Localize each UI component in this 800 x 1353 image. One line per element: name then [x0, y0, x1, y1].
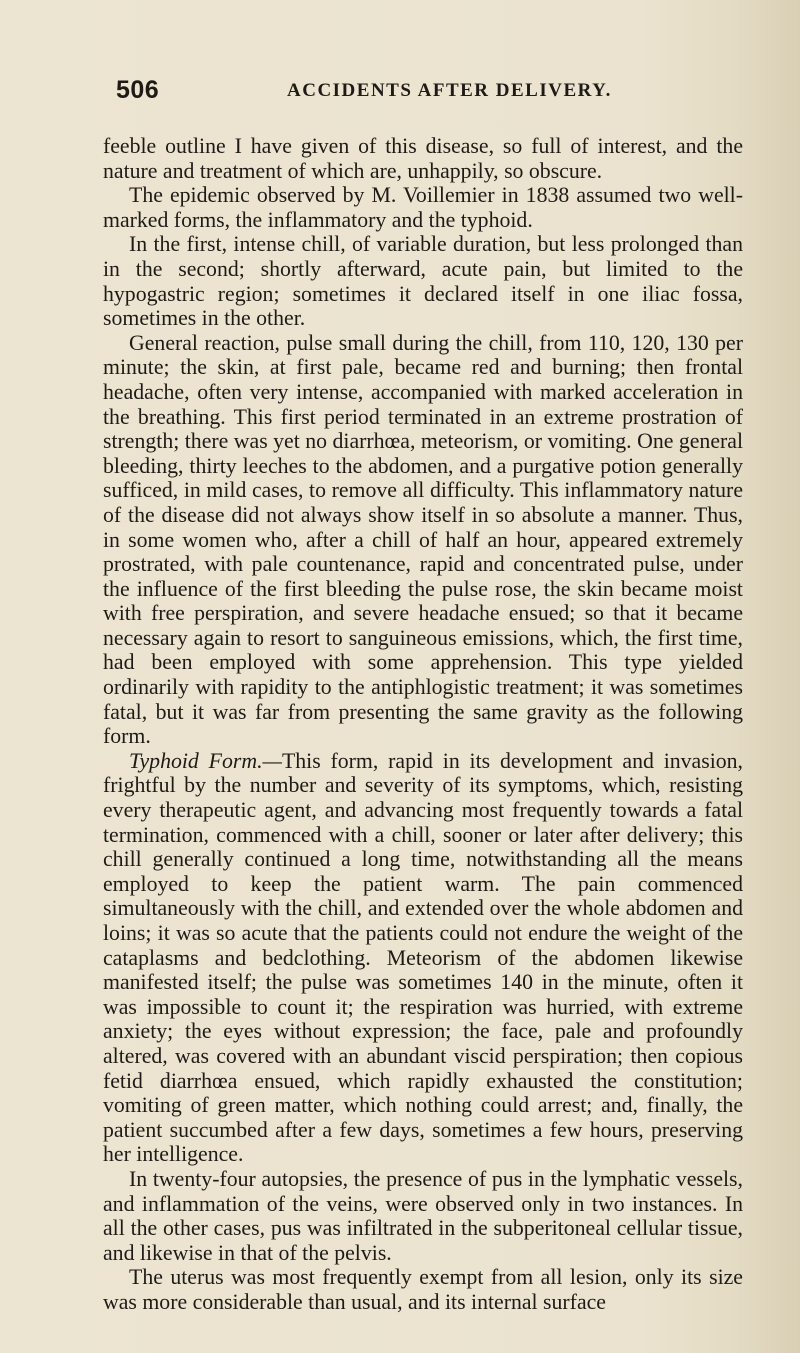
paragraph-uterus: The uterus was most frequently exempt from all lesion, only its size was more considerable than usual, and its internal surface — [103, 1265, 743, 1314]
body-text — [103, 134, 743, 1315]
paragraph-continuation: feeble outline I have given of this disease, so full of interest, and the nature and treatment of which are, unhappily, so obscure. — [103, 134, 743, 183]
typhoid-form-text: This form, rapid in its development and invasion, frightful by the number and severity of its symptoms, which, resisting every therapeutic agent, and advancing most frequently towards a fatal termination, commenced with a chill, sooner or later after delivery; this chill generally continued a long time, notwithstanding all the means employed to keep the patient warm. The pain commenced simultaneously with the chill, and extended over the whole abdomen and loins; it was so acute that the patients could not endure the weight of the cataplasms and bedclothing. Meteorism of the abdomen likewise manifested itself; the pulse was sometimes 140 in the minute, often it was impossible to count it; the respiration was hurried, with extreme anxiety; the eyes without expression; the face, pale and profoundly altered, was covered with an abundant viscid perspiration; then copious fetid diarrhœa ensued, which rapidly exhausted the constitution; vomiting of green matter, which nothing could arrest; and, finally, the patient succumbed after a few days, sometimes a few hours, preserving her intelligence. — [103, 748, 744, 1167]
page-number: 506 — [116, 76, 160, 104]
paragraph-typhoid-form — [103, 749, 743, 1167]
typhoid-form-heading: Typhoid Form.— — [129, 748, 282, 773]
paragraph-epidemic-forms: The epidemic observed by M. Voillemier in 1838 assumed two well-marked forms, the inflammatory and the typhoid. — [103, 183, 743, 232]
running-title: ACCIDENTS AFTER DELIVERY. — [287, 80, 612, 101]
running-head — [103, 76, 743, 116]
book-page — [103, 76, 743, 1315]
paragraph-first-form: In the first, intense chill, of variable duration, but less prolonged than in the second; shortly afterward, acute pain, but limited to the hypogastric region; sometimes it declared itself in one iliac fossa, sometimes in the other. — [103, 232, 743, 331]
paragraph-general-reaction: General reaction, pulse small during the chill, from 110, 120, 130 per minute; the skin, at first pale, became red and burning; then frontal headache, often very intense, accompanied with marked acceleration in the breathing. This first period terminated in an extreme prostration of strength; there was yet no diarrhœa, meteorism, or vomiting. One general bleeding, thirty leeches to the abdomen, and a purgative potion generally sufficed, in mild cases, to remove all difficulty. This inflammatory nature of the disease did not always show itself in so absolute a manner. Thus, in some women who, after a chill of half an hour, appeared extremely prostrated, with pale countenance, rapid and concentrated pulse, under the influence of the first bleeding the pulse rose, the skin became moist with free perspiration, and severe headache ensued; so that it became necessary again to resort to sanguineous emissions, which, the first time, had been employed with some apprehension. This type yielded ordinarily with rapidity to the antiphlogistic treatment; it was sometimes fatal, but it was far from presenting the same gravity as the following form. — [103, 330, 743, 749]
paragraph-autopsies: In twenty-four autopsies, the presence of pus in the lymphatic vessels, and inflammation of the veins, were observed only in two instances. In all the other cases, pus was infiltrated in the subperitoneal cellular tissue, and likewise in that of the pelvis. — [103, 1166, 743, 1265]
